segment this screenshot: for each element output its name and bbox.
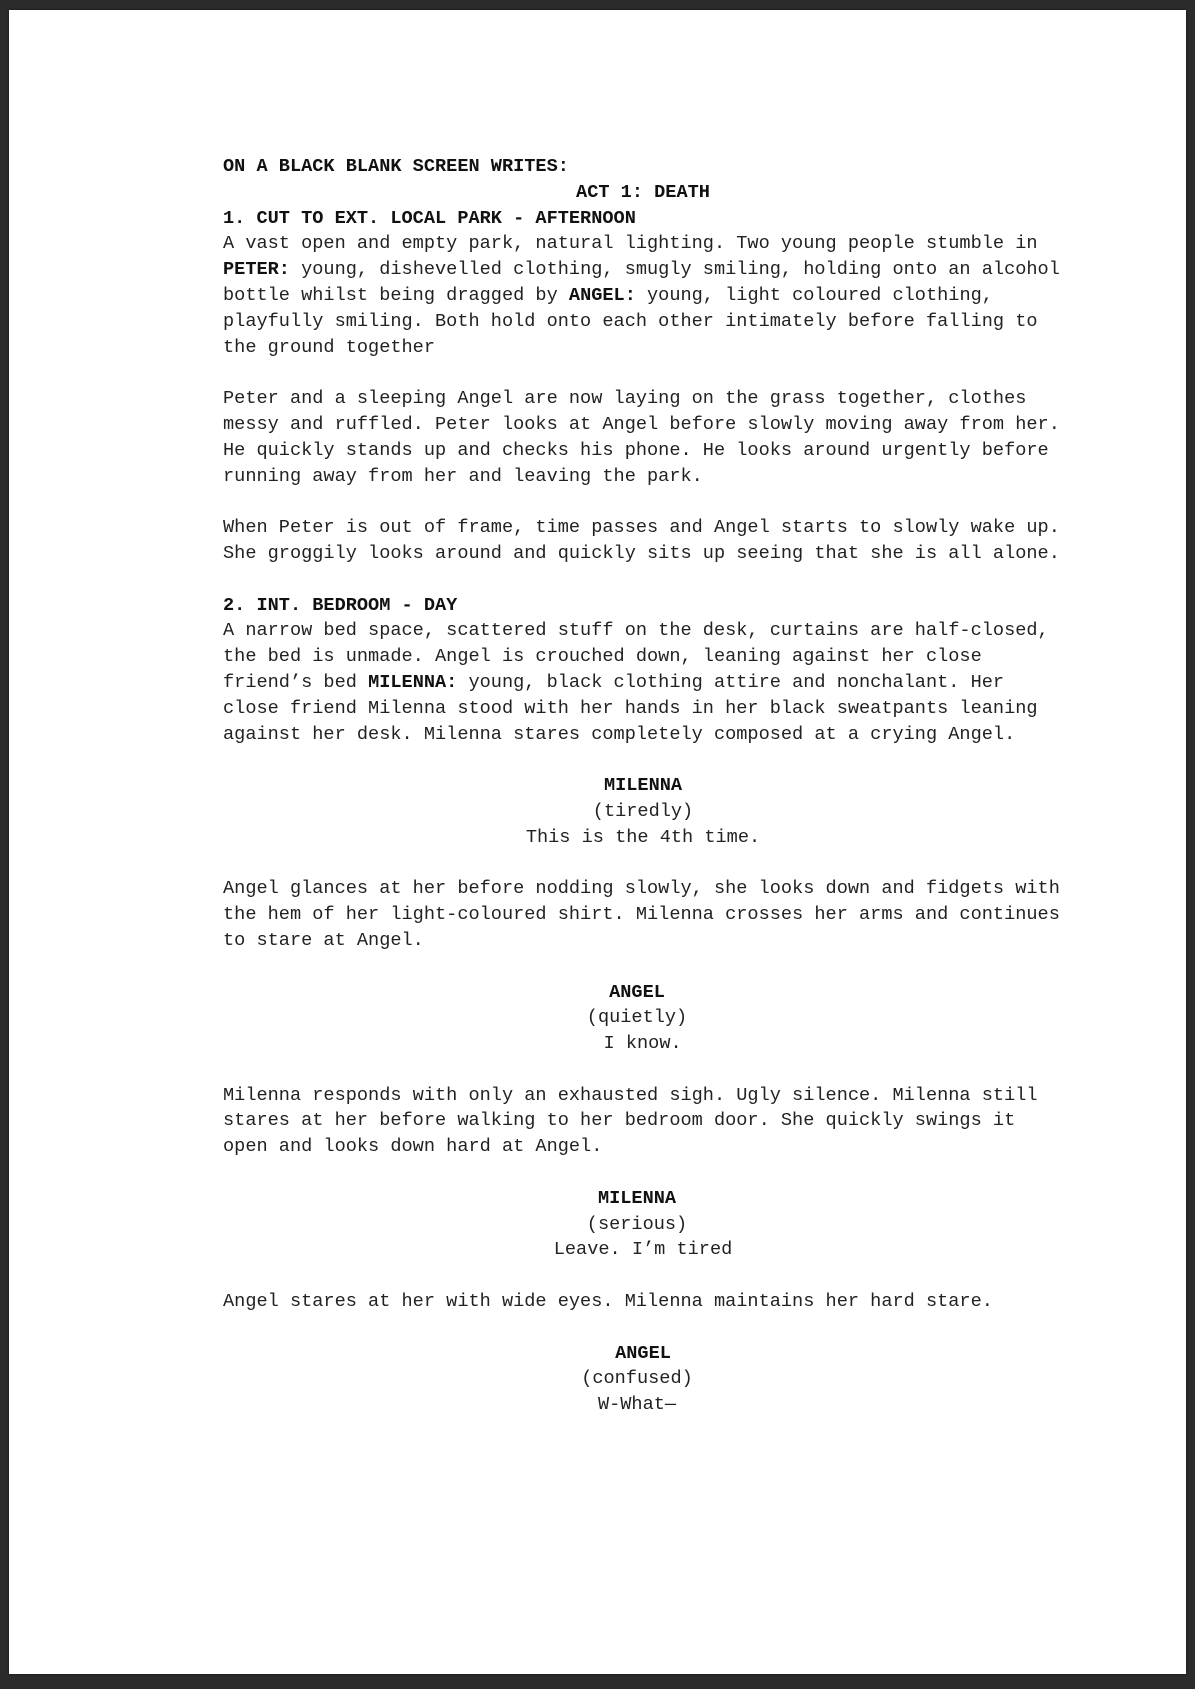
script-page	[9, 10, 1186, 1674]
action-text: A vast open and empty park, natural lighting. Two young people stumble in	[223, 233, 1049, 255]
scene2-action-1	[223, 618, 1063, 747]
dialogue-line: This is the 4th time.	[525, 826, 761, 848]
parenthetical: (quietly)	[586, 1007, 688, 1029]
parenthetical: (confused)	[581, 1368, 693, 1390]
character-intro-peter: PETER:	[223, 259, 290, 281]
scene2-action-2: Angel glances at her before nodding slowly, she looks down and fidgets with the hem of her light-coloured shirt. Milenna crosses her arms and continues to stare at Angel.	[223, 878, 1072, 951]
parenthetical: (serious)	[586, 1213, 688, 1235]
screenplay-body	[223, 154, 1072, 1418]
character-name: ANGEL	[615, 1342, 671, 1364]
action-text: young, black clothing attire and nonchalant. Her close friend Milenna stood with her hands in her black sweatpants leaning against her desk. Milenna stares completely composed at a crying Angel.	[223, 671, 1049, 745]
scene2-action-3: Milenna responds with only an exhausted sigh. Ugly silence. Milenna still stares at her before walking to her bedroom door. She quickly swings it open and looks down hard at Angel.	[223, 1084, 1049, 1158]
action-text: young, dishevelled clothing, smugly smiling, holding onto an alcohol bottle whilst being dragged by	[223, 259, 1072, 306]
dialogue-line: Leave. I’m tired	[553, 1239, 733, 1261]
action-text: young, light coloured clothing, playfully smiling. Both hold onto each other intimately before falling to the ground together	[223, 284, 1049, 358]
dialogue-line: W-What—	[597, 1394, 677, 1416]
act-title: ACT 1: DEATH	[576, 181, 710, 203]
scene1-action-1	[223, 231, 1072, 360]
dialogue-line: I know.	[592, 1033, 682, 1055]
scene1-action-2: Peter and a sleeping Angel are now laying on the grass together, clothes messy and ruffled. Peter looks at Angel before slowly moving away from her. He quickly stands up and checks his phone. He looks around urgently before running away from her and leaving the park.	[223, 388, 1072, 487]
character-name: MILENNA	[603, 775, 683, 797]
scene-heading-2: 2. INT. BEDROOM - DAY	[223, 594, 458, 616]
character-name: ANGEL	[609, 981, 665, 1003]
opening-direction: ON A BLACK BLANK SCREEN WRITES:	[223, 156, 569, 177]
action-text: A narrow bed space, scattered stuff on the desk, curtains are half-closed, the bed is unmade. Angel is crouched down, leaning against her close friend’s bed	[223, 620, 1060, 693]
character-name: MILENNA	[597, 1187, 677, 1209]
parenthetical: (tiredly)	[592, 800, 694, 822]
scene2-action-4: Angel stares at her with wide eyes. Milenna maintains her hard stare.	[223, 1291, 993, 1313]
character-intro-angel: ANGEL:	[568, 284, 636, 306]
scene1-action-3: When Peter is out of frame, time passes and Angel starts to slowly wake up. She groggily looks around and quickly sits up seeing that she is all alone.	[223, 517, 1072, 564]
character-intro-milenna: MILENNA:	[368, 671, 458, 693]
scene-heading-1: 1. CUT TO EXT. LOCAL PARK - AFTERNOON	[223, 207, 636, 229]
